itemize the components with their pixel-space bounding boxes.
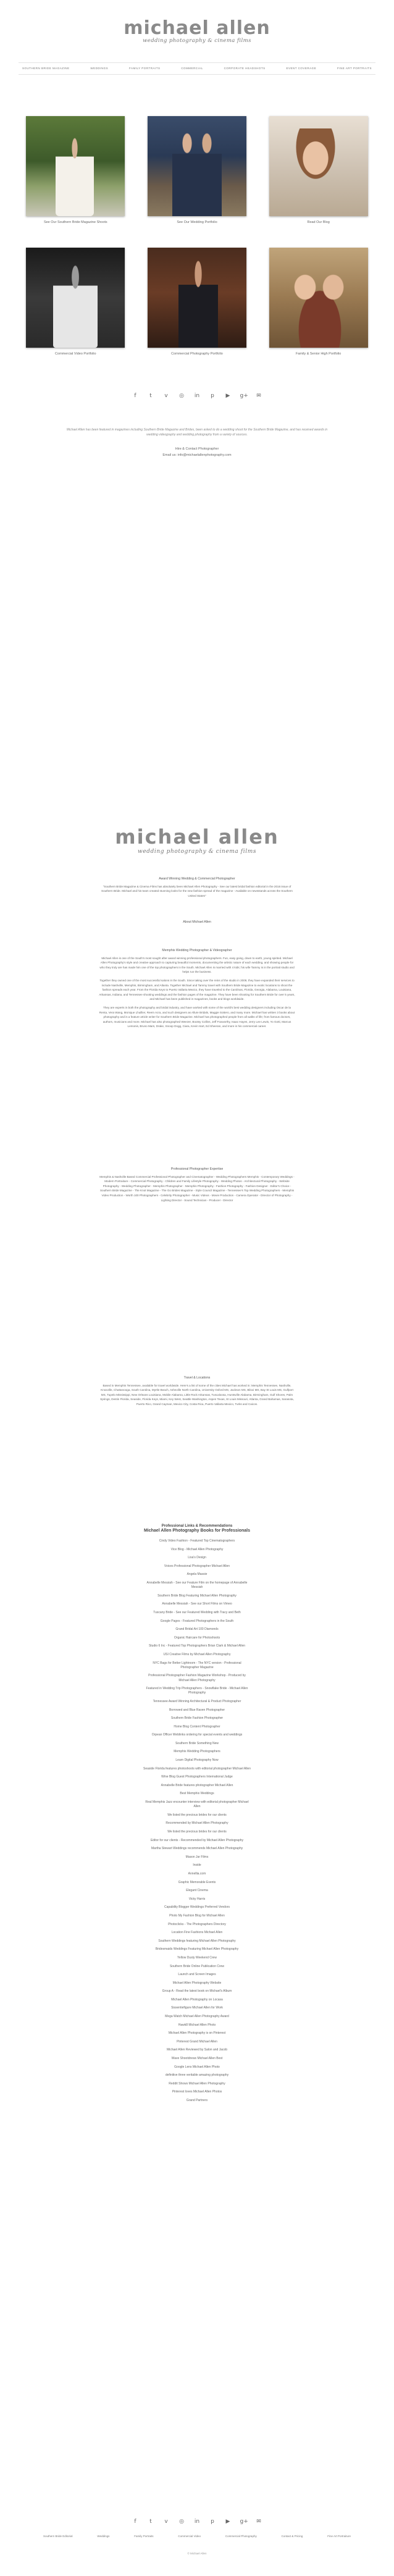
contact-email[interactable]: Email us: info@michaelallenphotography.com (162, 453, 232, 457)
travel-section (99, 1376, 295, 1411)
about-heading: About Michael Allen (183, 920, 211, 924)
recs-list-item[interactable]: Michael Allen Photography Website (172, 1981, 222, 1985)
family-photo[interactable] (269, 248, 368, 348)
recs-list-item[interactable]: Graphic Memorable Events (178, 1880, 216, 1884)
recs-list-item[interactable]: Tuscany Bride - See our Featured Wedding with Tracy and Beth (153, 1610, 241, 1614)
recs-list-item[interactable]: Orpean Officer Weblinks ordering for special events and weddings (151, 1733, 243, 1737)
recs-list-item[interactable]: Southern Bride Online Publication Crew (169, 1964, 225, 1968)
about-section (99, 920, 295, 928)
wedding-couple-photo[interactable] (148, 116, 246, 216)
recs-list-item[interactable]: Featured in Wedding Trip Photographers - Snowflake Bride - Michael Allen Photography (146, 1687, 248, 1695)
youtube-icon[interactable]: ▶ (225, 2519, 230, 2525)
gallery-tile[interactable] (265, 248, 372, 356)
recs-list-item[interactable]: Martha Stewart Weddings recommends Michael Allen Photography (151, 1847, 243, 1851)
recs-list-item[interactable]: Annabelle Messiah - See our Short Films on Vimeo (162, 1602, 232, 1606)
vimeo-icon[interactable]: v (164, 393, 168, 399)
commercial-photo[interactable] (148, 248, 246, 348)
expertise-heading: Professional Photographer Expertise (170, 1167, 224, 1171)
recs-list-item[interactable]: Memphis Wedding Photographers (174, 1750, 220, 1754)
gallery-tile[interactable] (265, 116, 372, 224)
recs-list-item[interactable]: Studio 6 Inc - Featured Top Photographers Brian Clark & Michael Allen (148, 1644, 246, 1648)
recs-list-item[interactable]: We listed the precious brides for our clients (167, 1813, 227, 1817)
gallery-tile[interactable] (144, 248, 251, 356)
recs-list-item[interactable]: We listed the precious brides for our clients (167, 1830, 227, 1834)
email-icon[interactable]: ✉ (256, 393, 261, 399)
recs-list-item[interactable]: Angela Massie (187, 1572, 207, 1577)
gallery-tile[interactable] (22, 248, 129, 356)
nav-item-headshots[interactable]: CORPORATE HEADSHOTS (224, 67, 266, 70)
recs-list-item[interactable]: Inside (193, 1863, 201, 1868)
recs-list-item[interactable]: Southern Bride Something New (175, 1741, 219, 1745)
footer-nav-item[interactable]: Commercial Video (178, 2535, 201, 2538)
nav-item-southern-bride[interactable]: SOUTHERN BRIDE MAGAZINE (22, 67, 70, 70)
recs-list-item[interactable]: Voices Professional Photographer Michael Allen (164, 1564, 230, 1568)
recs-list-item[interactable]: Launch and Screen Images (178, 1973, 216, 1977)
nav-item-events[interactable]: EVENT COVERAGE (286, 67, 317, 70)
recs-list-item[interactable]: Cindy Video Fashion - Featured Top Cinematographers (159, 1539, 235, 1543)
linkedin-icon[interactable]: in (194, 393, 200, 399)
press-blurb: Michael Allen has been featured in magazines including Southern Bride Magazine and Brides, been asked to do a wedding shoot for the Southern Bride Magazine, and has received awards in wedding videography and wedding photography from a variety of sources. (66, 428, 328, 437)
gallery-caption[interactable]: Family & Senior High Portfolio (295, 352, 342, 356)
nav-item-weddings[interactable]: WEDDINGS (90, 67, 109, 70)
recs-list-item[interactable]: Photo My Fashion Blog for Michael Allen (169, 1913, 225, 1918)
recs-list-item[interactable]: Capability Blogger Weddings Preferred Vendors (164, 1905, 230, 1910)
award-section (99, 877, 295, 902)
portfolio-gallery (22, 116, 372, 356)
recs-list-item[interactable]: USI Creative Films by Michael Allen Photography (163, 1652, 231, 1656)
recs-list-item[interactable]: Real Memphis Jazz encounter interview with editorial photographer Michael Allen (145, 1800, 249, 1809)
instagram-icon[interactable]: ◎ (179, 2519, 184, 2525)
recs-list-item[interactable]: Grand Bridal Art 100 Diamonds (175, 1627, 219, 1632)
recs-list-item[interactable]: Yellow Dusty Weekend Crew (177, 1955, 217, 1960)
pinterest-icon[interactable]: p (211, 393, 214, 399)
recs-list-item[interactable]: Vicky Harris (188, 1897, 206, 1901)
site-logo[interactable] (0, 17, 394, 44)
nav-item-family[interactable]: FAMILY PORTRAITS (128, 67, 161, 70)
nav-item-commercial[interactable]: COMMERCIAL (181, 67, 203, 70)
instagram-icon[interactable]: ◎ (179, 393, 184, 399)
gallery-caption[interactable]: See Our Southern Bride Magazine Shoots (43, 220, 107, 224)
gallery-caption[interactable]: Commercial Photography Portfolio (171, 352, 223, 356)
recs-subheading: Michael Allen Photography Books for Professionals (143, 1529, 251, 1533)
gallery-tile[interactable] (22, 116, 129, 224)
contact-heading[interactable]: Hire & Contact Photographer (175, 447, 219, 451)
portrait-photo[interactable] (269, 116, 368, 216)
recs-list-item[interactable]: Michael Allen Reviewed by Salon and Jacob (166, 2048, 228, 2052)
recs-list-item[interactable]: Recommended by Michael Allen Photography (166, 1821, 228, 1826)
footer-nav-item[interactable]: Commercial Photography (225, 2535, 257, 2538)
recs-list-item[interactable]: Bridesmaids Weddings Featuring Michael Allen Photography (155, 1947, 239, 1952)
linkedin-icon[interactable]: in (194, 2519, 200, 2525)
recs-list-item[interactable]: Pinterest Grand Michael Allen (177, 2039, 217, 2044)
recs-list-item[interactable]: Grand Partners (186, 2099, 208, 2103)
recs-list-item[interactable]: Location Fine Fashions Michael Allen (171, 1931, 223, 1935)
twitter-icon[interactable]: t (149, 393, 152, 399)
email-icon[interactable]: ✉ (256, 2519, 261, 2525)
google-plus-icon[interactable]: g+ (240, 2519, 248, 2525)
main-nav (22, 67, 372, 70)
recs-list-item[interactable]: Elegant Cinema (186, 1889, 208, 1893)
bio-paragraph-3: They are experts in both the photography and bridal industry, and have worked with some of the world's best wedding designers including Oscar de la Renta, Vera Wang, Monique Lhuillier, Reem Acra, and such designers as Allure Bridals, Maggie Sottero, and many more. Michael has written 3 books about photography and is a feature article writer for Southern Bride Magazine. Michael has photographed people from all walks of life; from famous doctors, authors, musicians and more. Michael has also photographed Weezer, Bootsy Collins, Jeff Foxworthy, Isaac Hayes, Jerry Lee Lewis, Yo Gotti, Marcus Lemonis, Bruno Mars, Drake, Snoop Dogg, Ciara, Kevin Hart, Ed Sheeran, and more in his commercial career. (99, 1005, 295, 1028)
recs-list-item[interactable]: Photoclicks - The Photographers Directory (168, 1922, 226, 1926)
expertise-text: Memphis & Nashville Based Commercial Professional Photographer and Cinematographer - Wedding Photographers Memphis - Contemporary Weddings - Modern Portraiture - Commercial Photography - Children and Family Lifestyle Photography - Wedding Photos - Architectural Photography - Website Photography - Wedding Photographer - Memphis Photographer - Memphis Photography - Fashion Photography - Fashion Designer - Editor's Choice - Southern Bride Magazine - The Knot Magazine - The Go Brides Magazine - Style Council Magazine - Tennessee's Top Wedding Photographers - Memphis Video Production - Worth 100 Photographers - Celebrity Photographer - Music Videos - Movie Production - Camera Operator - Director of Photography - Lighting Director - Sound Technician - Producer - Director (99, 1175, 295, 1202)
recs-list-item[interactable]: Group A - Read the latest book on Michael's Album (162, 1989, 232, 1994)
about-logo-tagline: wedding photography & cinema films (137, 849, 257, 855)
travel-text: Based in Memphis Tennessee, available for travel worldwide. Here's a list of some of the cities Michael has worked in: Memphis Tennessee, Nashville, Knoxville, Chattanooga, South Carolina, Myrtle Beach, Asheville North Carolina, University Oxford MS, Jackson MS, Biloxi MS, Bay St Louis MS, Gulfport MS, Tupelo Mississippi, New Orleans Louisiana, Mobile Alabama, Little Rock Arkansas, Tuscaloosa, Huntsville Alabama, Birmingham, Gulf Shores, Palm Springs, Destin Florida, Seaside, Florida Keys, Miami, Key West, Seattle Washington, Aspen Texas, St Louis Missouri, Atlanta, Grand Bahamas, Sarasota, Puerto Rico, Grand Cayman, Mexico City, Costa Rica, Puerto Vallarta Mexico, Turks and Caicos. (100, 1383, 294, 1406)
about-logo-name: michael allen (115, 825, 279, 849)
bio-section (99, 949, 295, 1033)
recs-list-item[interactable]: Southern Bride Blog Featuring Michael Allen Photography (157, 1593, 237, 1598)
contact-block (0, 446, 394, 458)
bio-paragraph-2: Together they owned one of the most successful salons in the South. Since taking over the reins of the studio in 2009, they have expanded their services to include Nashville, Memphis, Birmingham, and Atlanta. Together Michael and Tammy travel with Southern Bride Magazine to exotic locations to shoot the fashion spreads each year. From the Florida Keys to Puerto Vallarta Mexico, they have traveled to the Carolinas, Florida, Georgia, Alabama, Louisiana, Arkansas, Indiana, and Tennessee shooting weddings and the fashion pages of the magazine. They have been shooting for Southern Bride for over 5 years, and Michael has been published in magazines, books and blogs worldwide. (99, 978, 295, 1001)
recs-list-item[interactable]: Learn Digital Photography Now (175, 1758, 219, 1763)
bio-heading: Memphis Wedding Photographer & Videographer (162, 949, 232, 952)
gallery-caption[interactable]: See Our Wedding Portfolio (177, 220, 217, 224)
recs-list-item[interactable]: Best Memphis Weddings (180, 1792, 214, 1796)
recs-list-item[interactable]: Annabelle Bride features photographer Michael Allen (161, 1783, 233, 1787)
recs-list-item[interactable]: Lisa's Design (188, 1556, 206, 1560)
nav-divider-top (19, 62, 375, 63)
about-logo (0, 825, 394, 855)
recs-list-item[interactable]: Mason Jar Films (185, 1855, 209, 1859)
gallery-tile[interactable] (144, 116, 251, 224)
nav-item-fine-art[interactable]: FINE ART PORTRAITS (337, 67, 372, 70)
expertise-section (99, 1167, 295, 1206)
bio-paragraph-1: Michael Allen is one of the South's most sought after award winning professional photographers. Fun, easy going, down to earth, young spirited. Michael Allen Photography's style and creative approach to capturing beautiful moments, documenting the artistic nature of each wedding, and showing people for who they truly are has made him one of the top photographers in the South. Michael Allen is married with 4 kids; his wife Tammy is in the portrait studio and helps run the business. (99, 956, 295, 974)
copyright: © Michael Allen (187, 2552, 207, 2555)
facebook-icon[interactable]: f (134, 2519, 136, 2525)
recs-list-item[interactable]: Wine Blog Guest Photographers International Judge (161, 1775, 233, 1779)
facebook-icon[interactable]: f (134, 393, 136, 399)
recs-list-item[interactable]: Borrowed and Blue Raven Photographer (169, 1708, 225, 1712)
recs-list-item[interactable]: Southern Weddings featuring Michael Allen Photography (158, 1939, 236, 1943)
recs-list-item[interactable]: Pinterest loves Michael Allen Photos (172, 2090, 222, 2094)
recs-list-item[interactable]: Professional Photographer Fashion Magazine Workshop - Produced by Michael Allen Photography (148, 1674, 246, 1682)
recs-list-item[interactable]: Editor for our clients - Recommended by Michael Allen Photography (150, 1838, 244, 1842)
youtube-icon[interactable]: ▶ (225, 393, 230, 399)
vimeo-icon[interactable]: v (164, 2519, 168, 2525)
recs-list-item[interactable]: definitive three veritable amazing photography (165, 2073, 229, 2078)
recs-list-item[interactable]: Vice Blog - Michael Allen Photography (170, 1547, 224, 1551)
footer-nav (43, 2535, 351, 2538)
travel-heading: Travel & Locations (183, 1376, 211, 1380)
award-heading: Award Winning Wedding & Commercial Photographer (159, 877, 235, 881)
pinterest-icon[interactable]: p (211, 2519, 214, 2525)
recs-list-item[interactable]: Annellia.com (188, 1871, 206, 1876)
recs-list-item[interactable]: Wave Shootdrews Michael Allen Best (171, 2057, 223, 2061)
bridal-photo[interactable] (26, 116, 125, 216)
google-plus-icon[interactable]: g+ (240, 393, 248, 399)
twitter-icon[interactable]: t (149, 2519, 152, 2525)
recs-list-item[interactable]: NYC Bags for Better Lightroom - The NYC version - Professional Photographer Magazine (153, 1661, 241, 1669)
gallery-caption[interactable]: Read Our Blog (307, 220, 330, 224)
footer-social-links (0, 2519, 394, 2525)
recommendations (143, 1524, 251, 2107)
recs-list-item[interactable]: Michael Allen Photography on Locasa (171, 1997, 223, 2002)
award-text: "Southern Bride Magazine & Cinema Films has absolutely been Michael Allen Photography - See our latest bridal fashion editorial in the 2016 issue of Southern Bride. Michael and his team created stunning looks for the new fashion spread of the magazine - Available on newsstands across the Southern United States" (101, 884, 293, 897)
footer-nav-item[interactable]: Fine Art Portraiture (327, 2535, 351, 2538)
recs-list-item[interactable]: Southern Bride Fashion Photographer (170, 1716, 224, 1721)
recs-list-item[interactable]: Google Lens Michael Allen Photo (174, 2065, 220, 2069)
recs-list-item[interactable]: Michael Allen Photography is on Pinterest (168, 2031, 226, 2036)
recs-list-item[interactable]: Google Pages - Featured Photographers in the South (160, 1619, 234, 1623)
recs-list (143, 1539, 251, 2103)
nav-divider-bottom (19, 74, 375, 75)
gallery-caption[interactable]: Commercial Video Portfolio (55, 352, 96, 356)
recs-list-item[interactable]: Reddit Shows Michael Allen Photography (169, 2081, 225, 2086)
recs-list-item[interactable]: Organic Haircare for Photoshoots (174, 1635, 220, 1640)
recs-list-item[interactable]: Hawk8 Michael Allen Photo (178, 2023, 216, 2027)
footer-nav-item[interactable]: Southern Bride Editorial (43, 2535, 73, 2538)
logo-name: michael allen (124, 17, 270, 39)
recs-list-item[interactable]: Home Blog Content Photographer (174, 1724, 220, 1729)
recs-list-item[interactable]: Seaside Florida features photoshoots with editorial photographer Michael Allen (143, 1766, 251, 1771)
black-white-bride-photo[interactable] (26, 248, 125, 348)
recs-list-item[interactable]: Tennessee Award Winning Architectural & Product Photographer (153, 1699, 241, 1703)
footer-nav-item[interactable]: Family Portraits (134, 2535, 154, 2538)
recs-list-item[interactable]: Sissentiefigure Michael Allen for Work (171, 2006, 223, 2010)
recs-list-item[interactable]: Mega Watch Michael Allen Photography Award (165, 2015, 229, 2019)
recs-list-item[interactable]: Annabelle Messiah - See our Feature Film on the homepage of Annabelle Messiah (146, 1580, 248, 1590)
footer-nav-item[interactable]: Contact & Pricing (281, 2535, 303, 2538)
footer-nav-item[interactable]: Weddings (97, 2535, 110, 2538)
recs-heading: Professional Links & Recommendations (161, 1524, 233, 1528)
social-links (0, 393, 394, 400)
logo-tagline: wedding photography & cinema films (143, 38, 251, 44)
